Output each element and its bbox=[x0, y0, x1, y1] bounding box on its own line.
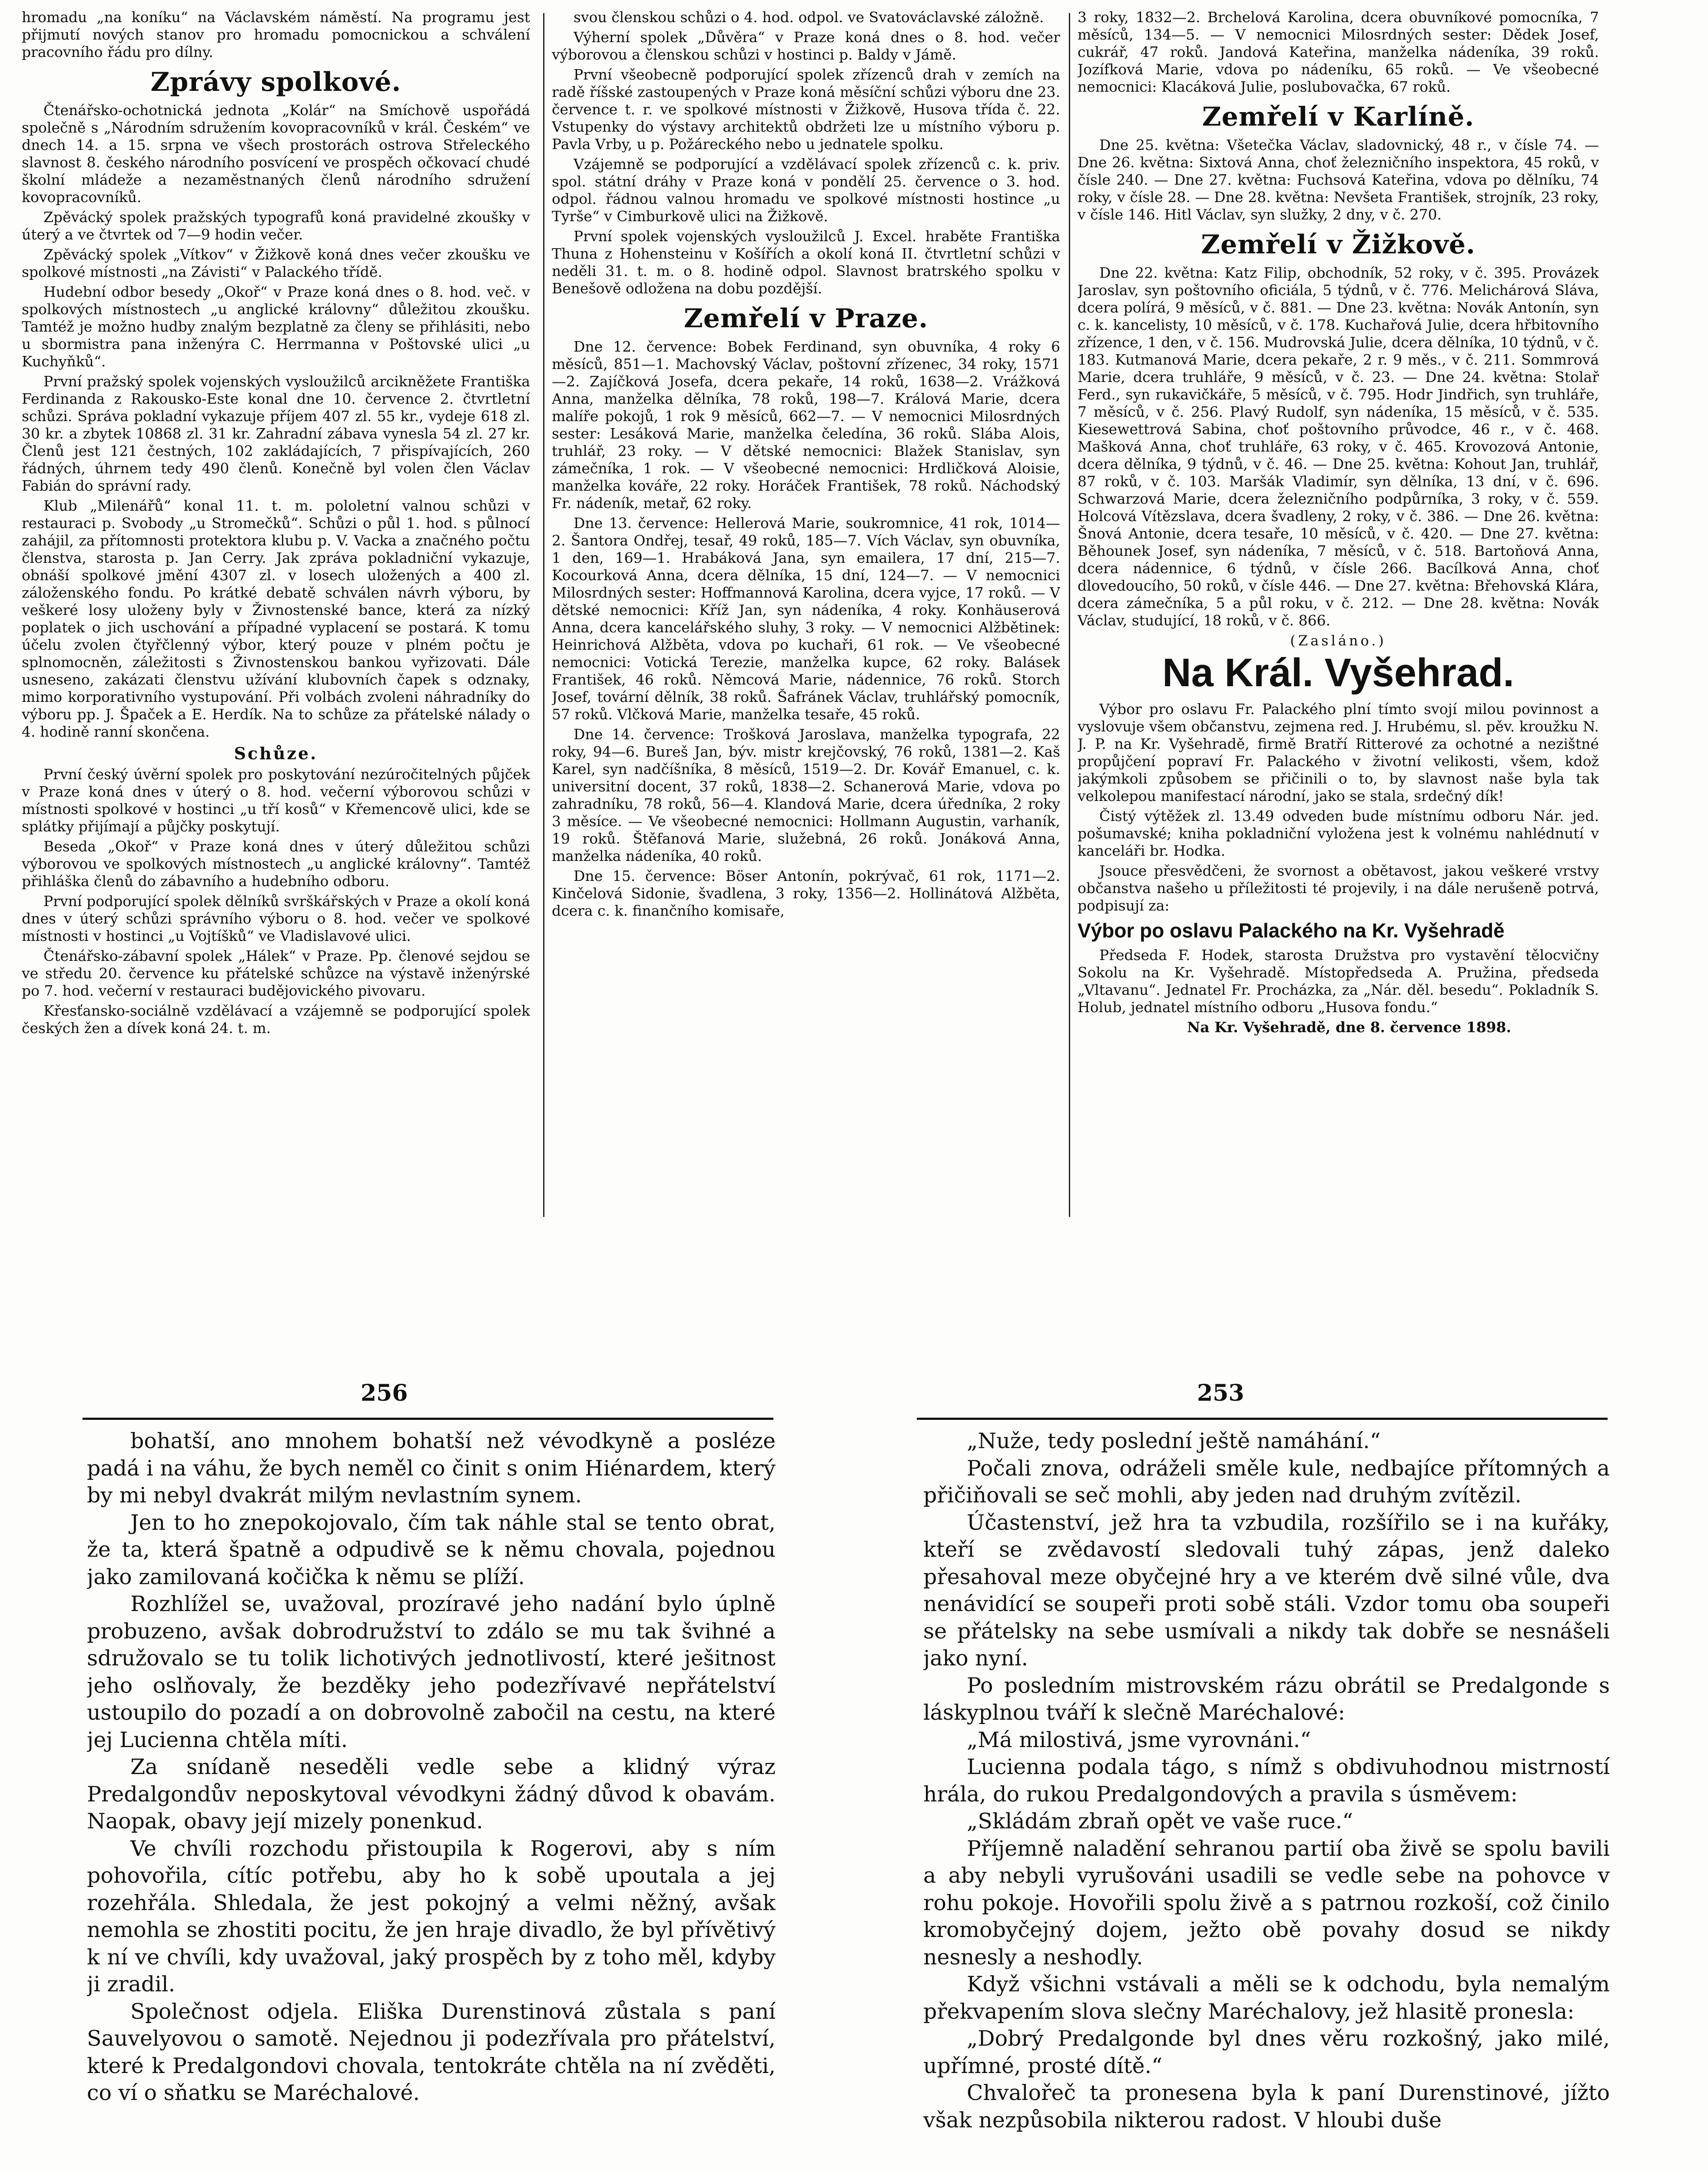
novel-paragraph: Společnost odjela. Eliška Durenstinová zůstala s paní Sauvelyovou o samotě. Nejednou ji podezřívala pro přátelství, které k Predalgondovi chovala, tentokráte chtěla na ní zvěděti, co ví o sňatku se Maréchalové. bbox=[87, 1999, 776, 2105]
novel-paragraph: „Dobrý Predalgonde byl dnes věru rozkošný, jako milé, upřímné, prosté dítě.“ bbox=[923, 2026, 1610, 2078]
novel-paragraph: „Má milostivá, jsme vyrovnáni.“ bbox=[967, 1727, 1311, 1752]
club-news-item: svou členskou schůzi o 4. hod. odpol. ve Svatováclavské záložně. bbox=[574, 9, 1044, 26]
meeting-item: První český úvěrní spolek pro poskytování nezúročitelných půjček v Praze koná dnes v úterý o 8. hod. večerní výborovou schůzi v místnosti spolkové v hostinci „u tří kosů“ v Křemencově ulici, kde se splátky přijímají a půjčky poskytují. bbox=[22, 766, 530, 835]
novel-paragraph: Příjemně naladění sehranou partií oba živě se spolu bavili a aby nebyli vyrušováni usadili se vedle sebe na pohovce v rohu pokoje. Hovořili spolu živě a s patrnou rozkoší, což činilo kromobyčejný dojem, ježto obě povahy dosud se nikdy nesnesly a neshodly. bbox=[923, 1836, 1610, 1970]
meeting-item: První podporující spolek dělníků svrškářských v Praze a okolí koná dnes v úterý schůzi správního výboru o 8. hod. večer ve spolkové místnosti v hostinci „u Vojtíšků“ ve Vladislavové ulici. bbox=[22, 893, 530, 944]
deaths-prague-list bbox=[552, 338, 1060, 920]
novel-paragraph: Rozhlížel se, uvažoval, prozíravé jeho nadání bylo úplně probuzeno, avšak dobrodružství to zdálo se mu tak švihné a sdružovalo se tu tolik lichotivých jednotlivostí, které ješitnost jeho oslňovaly, že bezděky jeho podezřívavé nepřátelství ustoupilo do pozadí a on dobrovolně zabočil na cestu, na které jej Lucienna chtěla míti. bbox=[87, 1592, 776, 1752]
page-number-left: 256 bbox=[361, 1380, 408, 1406]
novel-paragraph: „Nuže, tedy poslední ještě namáhání.“ bbox=[967, 1429, 1381, 1453]
section-heading-zpravy: Zprávy spolkové. bbox=[150, 67, 401, 97]
news-column-3 bbox=[1078, 9, 1599, 1217]
club-news-item: Čtenářsko-ochotnická jednota „Kolár“ na Smíchově uspořádá společně s „Národním sdružením kovopracovníků v král. Českém“ ve dnech 14. a 15. srpna ve všech prostorách ostrova Střeleckého slavnost 8. českého národního posvícení ve prospěch očkovací chudé školní mládeže a nezaměstnaných členů národního sdružení kovopracovníků. bbox=[22, 102, 530, 206]
section-heading-karlin: Zemřelí v Karlíně. bbox=[1202, 102, 1475, 132]
vysehrad-title: Na Král. Vyšehrad. bbox=[1162, 651, 1514, 695]
club-news-item: Hudební odbor besedy „Okoř“ v Praze koná dnes o 8. hod. več. v spolkových místnostech „u anglické královny“ důležitou zkoušku. Tamtéž je možno hudby znalým bezplatně za členy se přihlásiti, nebo u sbormistra pana inženýra C. Herrmanna v Poštovské ulici „u Kuchyňků“. bbox=[22, 283, 530, 370]
committee-signatures: Předseda F. Hodek, starosta Družstva pro vystavění tělocvičny Sokolu na Kr. Vyšehradě. Místopředseda A. Pružina, předseda „Vltavanu“. Jednatel Fr. Procházka, za „Nár. děl. besedu“. Pokladník S. Holub, jednatel místního odboru „Husova fondu.“ bbox=[1078, 947, 1599, 1016]
news-column-2 bbox=[552, 9, 1060, 1217]
meeting-item: Čtenářsko-zábavní spolek „Hálek“ v Praze. Pp. členové sejdou se ve středu 20. července ku přátelské schůzce na výstavě inženýrské po 7. hod. večerní v restauraci budějovického pivovaru. bbox=[22, 947, 530, 999]
club-news-item: Klub „Milenářů“ konal 11. t. m. pololetní valnou schůzi v restauraci p. Svobody „u Stromečků“. Schůzi o půl 1. hod. s půlnocí zahájil, za přítomnosti protektora klubu p. V. Vacka a značného počtu členstva, starosta p. Jan Cerry. Jak zpráva pokladniční vykazuje, obnáší spolkové jmění 4307 zl. v losech uložených a 400 zl. záloženského fondu. Po krátké debatě schválen návrh výboru, by veškeré losy uloženy byly v Živnostenské bance, která za nízký poplatek o jich uschování a případné vyplacení se postará. K tomu účelu zvolen čtyřčlenný výbor, který pouze v plném počtu je splnomocněn, záležitosti s Živnostenskou bankou vyřizovati. Dále usneseno, zakázati členstvu užívání klubovních čapek s odznaky, mimo korporativního vystupování. Při volbách zvoleni náhradníky do výboru pp. J. Špaček a E. Herdík. Na to schůze za přátelské nálady o 4. hodině ranní skončena. bbox=[22, 497, 530, 740]
column-rule-1 bbox=[543, 13, 544, 1217]
novel-paragraph: Počali znova, odráželi směle kule, nedbajíce přítomných a přičiňovali se seč mohli, aby jeden nad druhým zvítězil. bbox=[923, 1455, 1610, 1508]
death-notice-day: Dne 15. července: Böser Antonín, pokrývač, 61 rok, 1171—2. Kinčelová Sidonie, švadlena, 3 roky, 1356—2. Hollinátová Alžběta, dcera c. k. finančního komisaře, bbox=[552, 867, 1060, 919]
novel-page-right bbox=[923, 1428, 1610, 2173]
section-heading-zizkov: Zemřelí v Žižkově. bbox=[1201, 229, 1476, 260]
novel-paragraph: Chvalořeč ta pronesena byla k paní Durenstinové, jížto však nezpůsobila nikterou radost. V hloubi duše bbox=[923, 2080, 1610, 2133]
club-news-item: První spolek vojenských vysloužilců J. Excel. hraběte Františka Thuna z Hohensteinu v Košířích a okolí koná II. čtvrtletní schůzi v neděli 31. t. m. o 8. hodině odpol. Slavnost bratrského spolku v Benešově odložena na dobu pozdější. bbox=[552, 228, 1060, 297]
novel-paragraph: Po posledním mistrovském rázu obrátil se Predalgonde s láskyplnou tváří k slečně Maréchalové: bbox=[923, 1673, 1610, 1725]
club-news-item: Výherní spolek „Důvěra“ v Praze koná dnes o 8. hod. večer výborovou a členskou schůzi v hostinci p. Baldy v Jámě. bbox=[552, 29, 1060, 63]
novel-paragraph: Jen to ho znepokojovalo, čím tak náhle stal se tento obrat, že ta, která špatně a odpudivě se k němu chovala, pojednou jako zamilovaná kočička k němu se plíží. bbox=[87, 1510, 776, 1589]
deaths-karlin: Dne 25. května: Všetečka Václav, sladovnický, 48 r., v čísle 74. — Dne 26. května: Sixtová Anna, choť železničního inspektora, 45 roků, v čísle 240. — Dne 27. května: Fuchsová Kateřina, vdova po dělníku, 74 roky, v čísle 28. — Dne 28. května: Nevšeta František, strojník, 23 roky, v čísle 146. Hitl Václav, syn služky, 2 dny, v č. 270. bbox=[1078, 136, 1599, 223]
intro-text: hromadu „na koníku“ na Václavském náměstí. Na programu jest přijmutí nových stanov pro hromadu pomocnickou a schválení pracovního řádu pro dílny. bbox=[22, 9, 530, 60]
column-rule-2 bbox=[1069, 13, 1070, 1217]
death-notice-day: Dne 12. července: Bobek Ferdinand, syn obuvníka, 4 roky 6 měsíců, 851—1. Machovský Václav, poštovní zřízenec, 34 roky, 1571—2. Zajíčková Josefa, dcera pekaře, 14 roků, 1638—2. Vrážková Anna, manželka dělníka, 78 roků, 198—7. Králová Marie, dcera malíře pokojů, 1 rok 9 měsíců, 662—7. — V nemocnici Milosrdných sester: Lesáková Marie, manželka čeledína, 36 roků. Slába Alois, truhlář, 23 roky. — V dětské nemocnici: Blažek Stanislav, syn zámečníka, 1 rok. — V všeobecné nemocnici: Hrdličková Aloisie, manželka kováře, 22 roky. Horáček František, 78 roků. Náchodský Fr. nádeník, metař, 62 roky. bbox=[552, 338, 1060, 512]
novel-paragraph: Lucienna podala tágo, s nímž s obdivuhodnou mistrností hrála, do rukou Predalgondových a pravila s úsměvem: bbox=[923, 1754, 1610, 1807]
death-notice-day: Dne 14. července: Trošková Jaroslava, manželka typografa, 22 roky, 94—6. Bureš Jan, býv. mistr krejčovský, 76 roků, 1381—2. Kaš Karel, syn nadčíšníka, 8 měsíců, 1519—2. Dr. Kovář Emanuel, c. k. universitní docent, 37 roků, 1838—2. Schanerová Marie, vdova po zahradníku, 78 roků, 56—4. Klandová Marie, dcera úředníka, 2 roky 3 měsíce. — Ve všeobecné nemocnici: Hollmann Augustin, varhaník, 19 roků. Štěfanová Marie, služebná, 26 roků. Jonáková Anna, manželka nádeníka, 40 roků. bbox=[552, 726, 1060, 864]
novel-paragraph: Ve chvíli rozchodu přistoupila k Rogerovi, aby s ním pohovořila, cítíc potřebu, aby ho k sobě upoutala a jej rozehřála. Shledala, že jest pokojný a velmi něžný, avšak nemohla se zhostiti pocitu, že jen hraje divadlo, že byl přívětivý k ní ve chvíli, kdy uvažoval, jaký prospěch by z toho měl, kdyby ji zradil. bbox=[87, 1836, 776, 1997]
zaslano-body: Výbor pro oslavu Fr. Palackého plní tímto svojí milou povinnost a vyslovuje všem občanstvu, zejmena red. J. Hrubému, sl. pěv. kroužku N. J. P. na Kr. Vyšehradě, firmě Bratří Ritterové za ochotné a nezištné propůjčení popraví Fr. Palackého v životní velikosti, všem, kdož jakýmkoli způsobem se přičinili o to, by slavnost naše byla tak velkolepou manifestací národní, jako se stala, srdečný dík! bbox=[1078, 701, 1599, 804]
club-news-item: Zpěvácký spolek pražských typografů koná pravidelné zkoušky v úterý a ve čtvrtek od 7—9 hodin večer. bbox=[22, 209, 530, 243]
section-heading-schuze: Schůze. bbox=[234, 744, 318, 763]
club-news-item: První pražský spolek vojenských vysloužilců arcikněžete Františka Ferdinanda z Rakousko-Este konal dne 10. července 2. čtvrtletní schůzi. Správa pokladní vykazuje příjem 407 zl. 55 kr., vydeje 618 zl. 30 kr. a zbytek 10868 zl. 31 kr. Zahradní zábava vynesla 54 zl. 27 kr. Členů jest 121 čestných, 102 zakládajících, 7 přispívajících, 260 řádných, úhrnem tedy 490 členů. Konečně byl volen člen Václav Fabián do správní rady. bbox=[22, 373, 530, 494]
dateline: Na Kr. Vyšehradě, dne 8. července 1898. bbox=[1187, 1019, 1511, 1036]
committee-title: Výbor po oslavu Palackého na Kr. Vyšehradě bbox=[1078, 919, 1505, 942]
meeting-item: Beseda „Okoř“ v Praze koná dnes v úterý důležitou schůzi výborovou ve spolkových místnostech „u anglické královny“. Tamtéž přihláška členů do zábavního a hudebního odboru. bbox=[22, 838, 530, 890]
club-news-item: První všeobecně podporující spolek zřízenců drah v zemích na radě říšské zastoupených v Praze koná měsíční schůzi výboru dne 23. července t. r. ve spolkové místnosti v Žižkově, Husova třída č. 22. Vstupenky do výstavy architektů obdržeti lze u místního výboru p. Pavla Vrby, u p. Požáreckého nebo u jednatele spolku. bbox=[552, 66, 1060, 153]
deaths-continued: 3 roky, 1832—2. Brchelová Karolina, dcera obuvníkové pomocníka, 7 měsíců, 134—5. — V nemocnici Milosrdných sester: Dědek Josef, cukrář, 47 roků. Jandová Kateřina, manželka nádeníka, 39 roků. Jozífková Marie, vdova po nádeníku, 65 roků. — Ve všeobecné nemocnici: Klacáková Julie, poslubovačka, 67 roků. bbox=[1078, 9, 1599, 95]
page-rule-left bbox=[83, 1418, 773, 1420]
section-heading-deaths-prague: Zemřelí v Praze. bbox=[683, 303, 929, 334]
club-news-item: Vzájemně se podporující a vzdělávací spolek zřízenců c. k. priv. spol. státní dráhy v Praze koná v pondělí 25. července o 3. hod. odpol. řádnou valnou hromadu ve spolkové místnosti hostince „u Tyrše“ v Cimburkově ulici na Žižkově. bbox=[552, 156, 1060, 225]
novel-paragraph: „Skládám zbraň opět ve vaše ruce.“ bbox=[967, 1809, 1353, 1834]
club-news-list-2 bbox=[552, 9, 1060, 297]
novel-paragraph: Za snídaně neseděli vedle sebe a klidný výraz Predalgondův neposkytoval vévodkyni žádný důvod k obavám. Naopak, obavy její mizely ponenkud. bbox=[87, 1754, 776, 1834]
meetings-list bbox=[22, 766, 530, 1037]
news-column-1 bbox=[22, 9, 530, 1217]
zaslano-body-3: Jsouce přesvědčeni, že svornost a obětavost, jakou veškeré vrstvy občanstva našeho u příležitosti té projevily, i na dále nerušeně potrvá, podpisují za: bbox=[1078, 862, 1599, 914]
death-notice-day: Dne 13. července: Hellerová Marie, soukromnice, 41 rok, 1014—2. Šantora Ondřej, tesař, 49 roků, 185—7. Vích Václav, syn obuvníka, 1 den, 169—1. Hrabáková Jana, syn emailera, 17 dní, 215—7. Kocourková Anna, dcera dělníka, 15 dní, 124—7. — V nemocnici Milosrdných sester: Hoffmannová Karolina, dcera vyjce, 17 roků. — V dětské nemocnici: Kříž Jan, syn nádeníka, 4 roky. Konhäuserová Anna, dcera kancelářského sluhy, 3 roky. — V nemocnici Alžbětinek: Heinrichová Alžběta, vdova po kuchaři, 61 rok. — Ve všeobecné nemocnici: Votická Terezie, manželka kupce, 62 roky. Balásek František, 46 roků. Němcová Marie, nádennice, 76 roků. Storch Josef, tovární dělník, 38 roků. Šafránek Václav, truhlářský pomocník, 57 roků. Vlčková Marie, manželka tesaře, 45 roků. bbox=[552, 515, 1060, 723]
page-number-right: 253 bbox=[1197, 1380, 1244, 1406]
page-rule-right bbox=[917, 1418, 1608, 1420]
meeting-item: Křesťansko-sociálně vzdělávací a vzájemně se podporující spolek českých žen a dívek koná 24. t. m. bbox=[22, 1002, 530, 1037]
deaths-zizkov: Dne 22. května: Katz Filip, obchodník, 52 roky, v č. 395. Provázek Jaroslav, syn poštovního oficiála, 5 týdnů, v č. 776. Melichárová Sláva, dcera polírá, 9 měsíců, v č. 881. — Dne 23. května: Novák Antonín, syn c. k. kancelisty, 10 měsíců, v č. 178. Kuchařová Julie, dcera hřbitovního zřízence, 1 den, v č. 156. Mudrovská Julie, dcera dělníka, 10 týdnů, v č. 183. Kutmanová Marie, dcera pekaře, 2 r. 9 měs., v č. 211. Sommrová Marie, dcera truhláře, 9 měsíců, v č. 23. — Dne 24. května: Stolař Ferd., syn rukavičkáře, 5 měsíců, v č. 795. Hodr Jindřich, syn truhláře, 7 měsíců, v č. 256. Plavý Rudolf, syn nádeníka, 15 měsíců, v č. 535. Kiesewettrová Sabina, choť poštovního průvodce, 46 r., v č. 468. Mašková Anna, choť truhláře, 63 roky, v č. 465. Krovozová Antonie, dcera dělníka, 9 týdnů, v č. 46. — Dne 25. května: Kohout Jan, truhlář, 87 roků, v č. 103. Maršák Vladimír, syn dělníka, 13 dní, v č. 696. Schwarzová Marie, dcera železničního podpůrníka, 3 roky, v č. 559. Holcová Vítězslava, dcera švadleny, 2 roky, v č. 386. — Dne 26. května: Šnová Antonie, dcera tesaře, 10 měsíců, v č. 420. — Dne 27. května: Běhounek Josef, syn nádeníka, 7 měsíců, v č. 518. Bartoňová Anna, dcera nádennice, 6 týdnů, v čísle 266. Bacílková Anna, choť dlovedoucího, 50 roků, v čísle 446. — Dne 27. května: Břehovská Klára, dcera zámečníka, 5 a půl roku, v č. 212. — Dne 28. května: Novák Václav, studující, 18 roků, v č. 866. bbox=[1078, 264, 1599, 629]
novel-paragraph: Když všichni vstávali a měli se k odchodu, byla nemalým překvapením slova slečny Maréchalovy, jež hlasitě pronesla: bbox=[923, 1972, 1610, 2024]
zaslano-body-2: Čistý výtěžek zl. 13.49 odveden bude místnímu odboru Nár. jed. pošumavské; kniha pokladniční vyložena jest k volnému nahlédnutí v kanceláři br. Hodka. bbox=[1078, 807, 1599, 859]
novel-paragraph: Účastenství, jež hra ta vzbudila, rozšířilo se i na kuřáky, kteří se zvědavostí sledovali tuhý zápas, jenž daleko přesahoval meze obyčejné hry a ve kterém dvě silné vůle, dva nenávidící se soupeři proti sobě stáli. Vzdor tomu oba soupeři se přátelsky na sebe usmívali a nikdy tak dobře se nesnášeli jako nyní. bbox=[923, 1510, 1610, 1671]
novel-page-left bbox=[87, 1428, 776, 2173]
club-news-list bbox=[22, 102, 530, 741]
club-news-item: Zpěvácký spolek „Vítkov“ v Žižkově koná dnes večer zkoušku ve spolkové místnosti „na Závisti“ v Palackého třídě. bbox=[22, 246, 530, 280]
zaslano-label: (Zasláno.) bbox=[1290, 632, 1386, 649]
novel-paragraph: bohatší, ano mnohem bohatší než vévodkyně a posléze padá i na váhu, že bych neměl co činit s onim Hiénardem, který by mi nebyl dvakrát milým nevlastním synem. bbox=[87, 1429, 776, 1508]
